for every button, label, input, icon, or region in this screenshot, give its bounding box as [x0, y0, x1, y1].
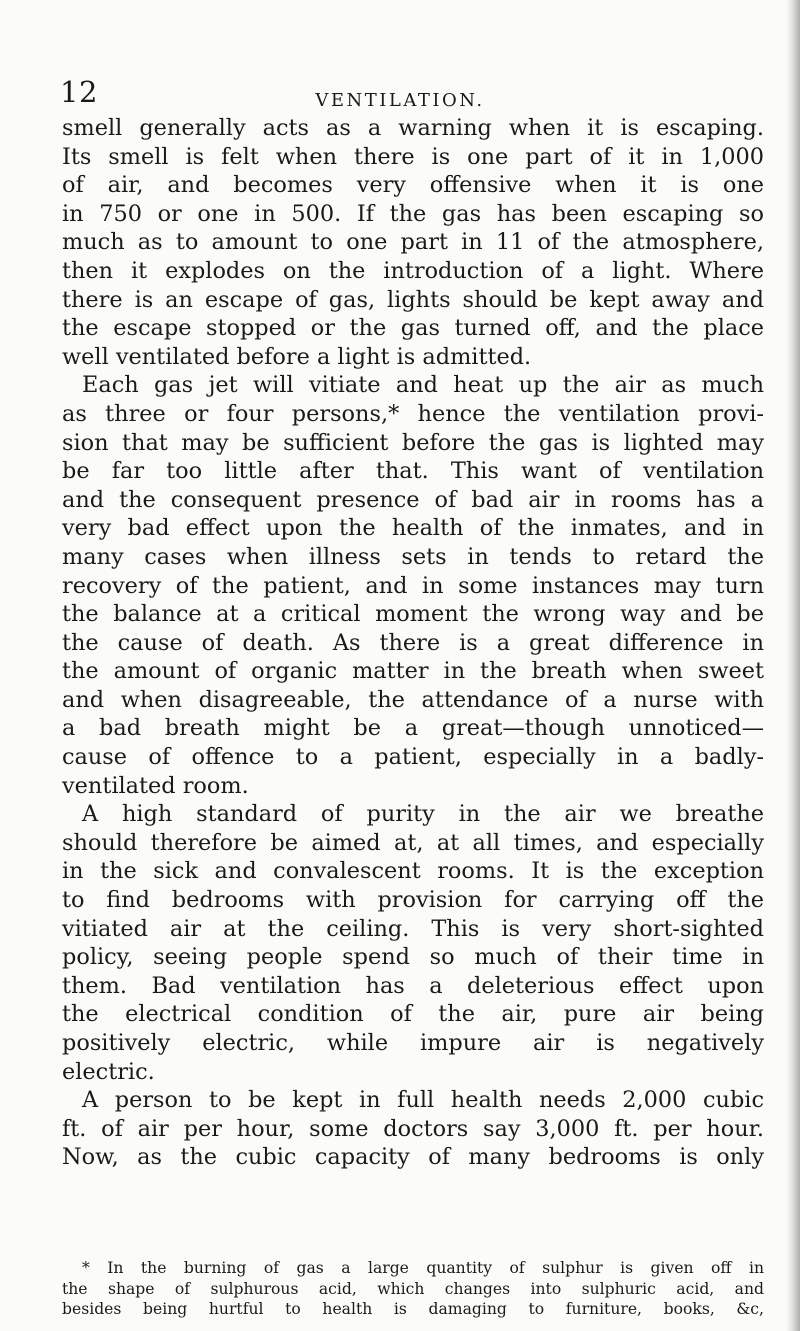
text-line: be far too little after that. This want of ventilation — [62, 458, 764, 485]
text-line: and when disagreeable, the attendance of a nurse with — [62, 686, 764, 713]
text-line: the amount of organic matter in the breath when sweet — [62, 658, 764, 685]
text-line: Each gas jet will vitiate and heat up the air as much — [82, 372, 764, 399]
text-line: very bad effect upon the health of the inmates, and in — [62, 515, 764, 542]
page-number: 12 — [60, 75, 98, 109]
text-line: many cases when illness sets in tends to retard the — [62, 543, 764, 570]
footnote-line: besides being hurtful to health is damaging to furniture, books, &c, — [62, 1300, 764, 1318]
text-line: recovery of the patient, and in some instances may turn — [62, 572, 764, 599]
body-text — [62, 114, 764, 1172]
page-edge-shadow — [786, 0, 800, 1331]
text-line: the escape stopped or the gas turned off, and the place — [62, 315, 764, 342]
text-line: the cause of death. As there is a great difference in — [62, 629, 764, 656]
text-line: as three or four persons,* hence the ventilation provi- — [62, 400, 764, 427]
text-line: and the consequent presence of bad air in rooms has a — [62, 486, 764, 513]
footnote-line: * In the burning of gas a large quantity of sulphur is given off in — [82, 1259, 764, 1277]
text-line: of air, and becomes very offensive when it is one — [62, 172, 764, 199]
text-line: A high standard of purity in the air we breathe — [82, 801, 764, 828]
text-line: sion that may be sufficient before the gas is lighted may — [62, 429, 764, 456]
running-head: VENTILATION. — [315, 90, 485, 111]
text-line: ft. of air per hour, some doctors say 3,000 ft. per hour. — [62, 1115, 764, 1142]
text-line: should therefore be aimed at, at all times, and especially — [62, 829, 764, 856]
text-line: Now, as the cubic capacity of many bedrooms is only — [62, 1144, 764, 1171]
text-line: the electrical condition of the air, pure air being — [62, 1001, 764, 1028]
text-line: then it explodes on the introduction of a light. Where — [62, 257, 764, 284]
text-line: smell generally acts as a warning when it is escaping. — [62, 115, 764, 141]
footnote-line: the shape of sulphurous acid, which changes into sulphuric acid, and — [62, 1279, 764, 1298]
text-line: much as to amount to one part in 11 of the atmosphere, — [62, 229, 764, 256]
text-line: cause of offence to a patient, especially in a badly- — [62, 744, 764, 771]
footnote — [62, 1258, 764, 1320]
text-line: positively electric, while impure air is negatively — [62, 1030, 764, 1056]
text-line: vitiated air at the ceiling. This is very short-sighted — [62, 915, 764, 942]
text-line: them. Bad ventilation has a deleterious effect upon — [62, 972, 764, 999]
text-line: electric. — [62, 1058, 155, 1085]
text-line: Its smell is felt when there is one part of it in 1,000 — [62, 143, 764, 170]
text-line: the balance at a critical moment the wrong way and be — [62, 601, 764, 628]
text-line: a bad breath might be a great—though unnoticed— — [62, 715, 764, 742]
text-line: there is an escape of gas, lights should be kept away and — [62, 286, 764, 313]
text-line: to find bedrooms with provision for carrying off the — [62, 887, 764, 914]
text-line: well ventilated before a light is admitted. — [62, 343, 532, 370]
text-line: policy, seeing people spend so much of their time in — [62, 944, 764, 971]
text-line: in 750 or one in 500. If the gas has been escaping so — [62, 200, 764, 227]
text-line: ventilated room. — [62, 772, 249, 799]
text-line: A person to be kept in full health needs 2,000 cubic — [82, 1087, 764, 1114]
text-line: in the sick and convalescent rooms. It is the exception — [62, 858, 764, 885]
